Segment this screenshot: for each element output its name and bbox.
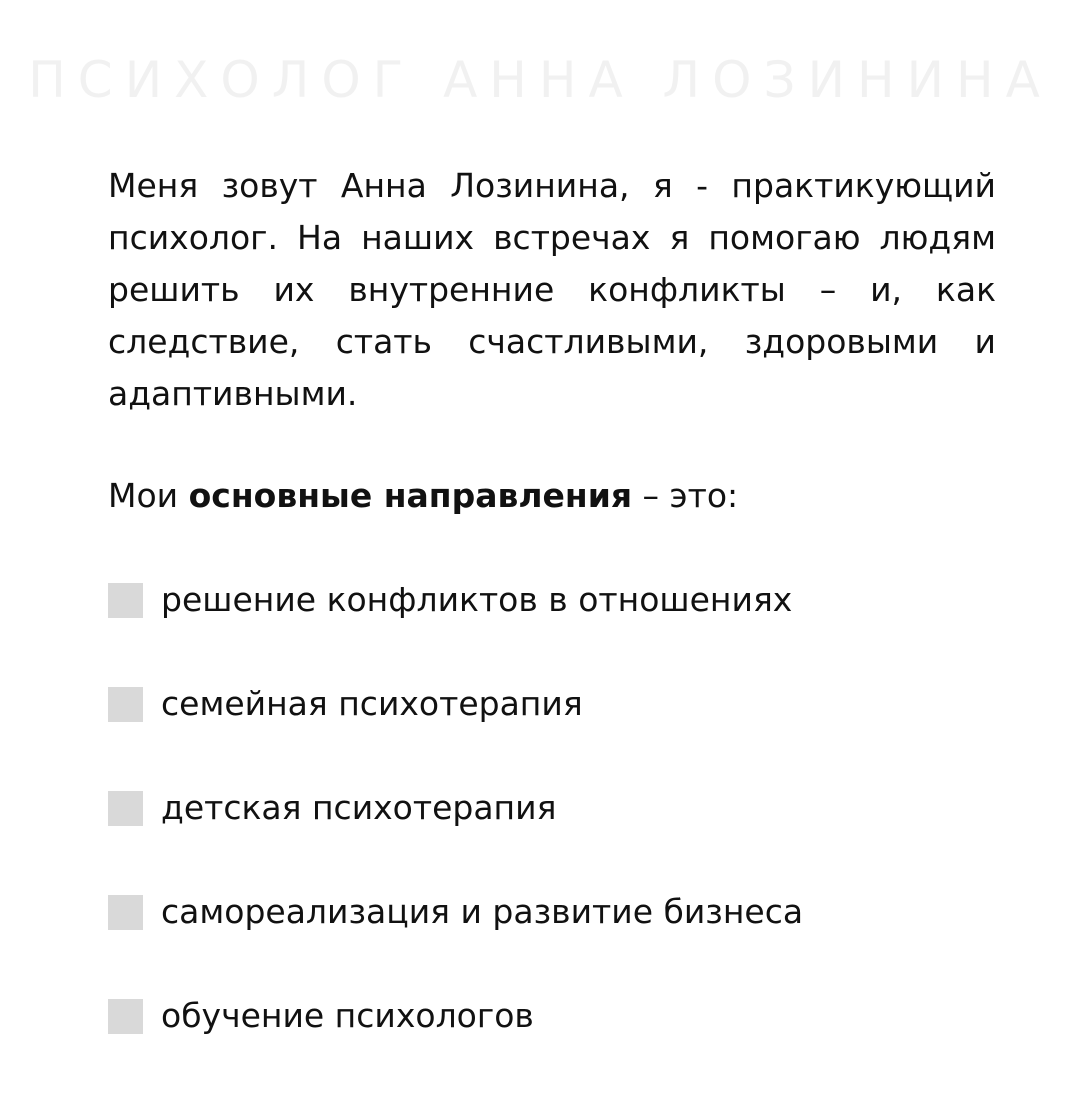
square-marker-icon [108, 583, 143, 618]
list-item-text: детская психотерапия [161, 788, 557, 827]
list-item [108, 678, 1008, 730]
list-item [108, 886, 1008, 938]
list-item [108, 990, 1008, 1042]
list-item-text: обучение психологов [161, 996, 534, 1035]
square-marker-icon [108, 999, 143, 1034]
list-item [108, 574, 1008, 626]
list-item-text: семейная психотерапия [161, 684, 583, 723]
list-item-text: самореализация и развитие бизнеса [161, 892, 804, 931]
square-marker-icon [108, 791, 143, 826]
directions-lead [108, 470, 996, 522]
square-marker-icon [108, 895, 143, 930]
square-marker-icon [108, 687, 143, 722]
list-item-text: решение конфликтов в отношениях [161, 580, 793, 619]
lead-bold: основные направления [188, 476, 633, 515]
page-title: ПСИХОЛОГ АННА ЛОЗИНИНА [28, 51, 1052, 109]
directions-list [108, 574, 1008, 1094]
lead-prefix: Мои [108, 476, 189, 515]
list-item [108, 782, 1008, 834]
intro-paragraph: Меня зовут Анна Лозинина, я - практикующий психолог. На наших встречах я помогаю людям решить их внутренние конфликты – и, как следствие, стать счастливыми, здоровыми и адаптивными. [108, 166, 996, 413]
lead-suffix: – это: [632, 476, 739, 515]
